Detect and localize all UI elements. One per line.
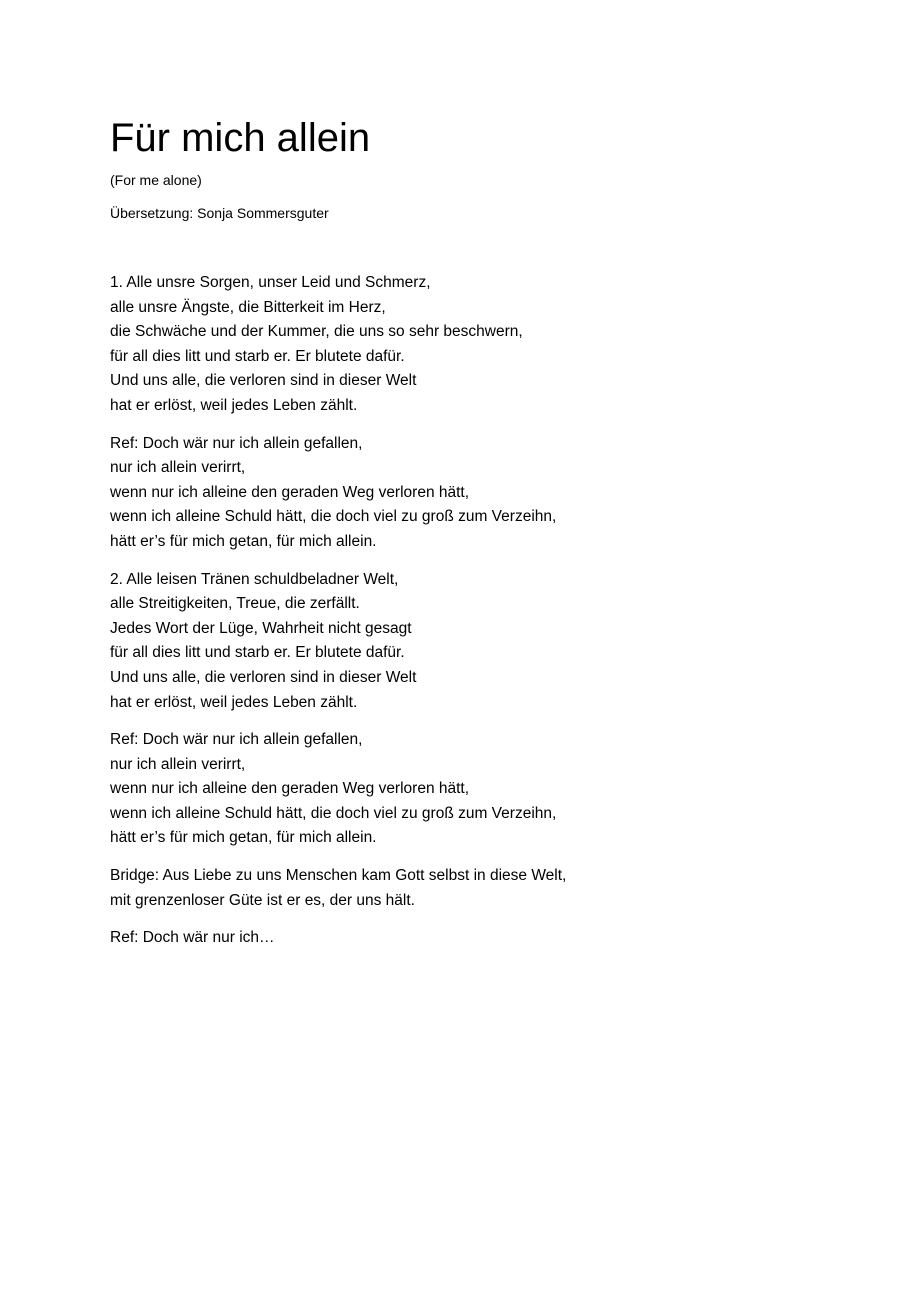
stanza bbox=[110, 728, 870, 851]
lyric-line: Und uns alle, die verloren sind in dieser Welt bbox=[110, 372, 417, 390]
lyric-line: Ref: Doch wär nur ich allein gefallen, bbox=[110, 434, 363, 452]
lyric-line: hätt er’s für mich getan, für mich allein. bbox=[110, 532, 377, 550]
lyric-line: die Schwäche und der Kummer, die uns so sehr beschwern, bbox=[110, 323, 523, 341]
song-title: Für mich allein bbox=[110, 116, 371, 160]
translator-credit: Übersetzung: Sonja Sommersguter bbox=[110, 205, 329, 221]
stanza bbox=[110, 271, 870, 419]
lyric-line: hat er erlöst, weil jedes Leben zählt. bbox=[110, 396, 358, 414]
lyric-line: wenn nur ich alleine den geraden Weg verloren hätt, bbox=[110, 780, 470, 798]
lyric-line: 2. Alle leisen Tränen schuldbeladner Welt, bbox=[110, 570, 399, 588]
lyric-line: alle unsre Ängste, die Bitterkeit im Herz, bbox=[110, 298, 386, 316]
stanza bbox=[110, 926, 870, 951]
lyric-line: hätt er’s für mich getan, für mich allein. bbox=[110, 829, 377, 847]
lyric-line: Ref: Doch wär nur ich… bbox=[110, 929, 275, 947]
lyric-line: mit grenzenloser Güte ist er es, der uns hält. bbox=[110, 891, 415, 909]
lyric-line: Jedes Wort der Lüge, Wahrheit nicht gesagt bbox=[110, 619, 412, 637]
stanza bbox=[110, 568, 870, 716]
lyric-line: Bridge: Aus Liebe zu uns Menschen kam Gott selbst in diese Welt, bbox=[110, 867, 567, 885]
lyric-line: wenn ich alleine Schuld hätt, die doch viel zu groß zum Verzeihn, bbox=[110, 508, 557, 526]
stanza bbox=[110, 432, 870, 555]
lyrics-body bbox=[110, 271, 870, 964]
stanza bbox=[110, 864, 870, 913]
lyric-line: nur ich allein verirrt, bbox=[110, 755, 246, 773]
lyric-line: alle Streitigkeiten, Treue, die zerfällt. bbox=[110, 595, 360, 613]
lyric-line: Und uns alle, die verloren sind in dieser Welt bbox=[110, 668, 417, 686]
lyric-line: wenn nur ich alleine den geraden Weg verloren hätt, bbox=[110, 483, 470, 501]
lyric-line: hat er erlöst, weil jedes Leben zählt. bbox=[110, 693, 358, 711]
lyric-line: für all dies litt und starb er. Er blutete dafür. bbox=[110, 644, 405, 662]
song-subtitle: (For me alone) bbox=[110, 172, 202, 188]
lyric-line: 1. Alle unsre Sorgen, unser Leid und Schmerz, bbox=[110, 274, 431, 291]
lyric-line: wenn ich alleine Schuld hätt, die doch viel zu groß zum Verzeihn, bbox=[110, 804, 557, 822]
lyric-line: Ref: Doch wär nur ich allein gefallen, bbox=[110, 731, 363, 749]
lyric-line: nur ich allein verirrt, bbox=[110, 459, 246, 477]
lyric-line: für all dies litt und starb er. Er blutete dafür. bbox=[110, 347, 405, 365]
